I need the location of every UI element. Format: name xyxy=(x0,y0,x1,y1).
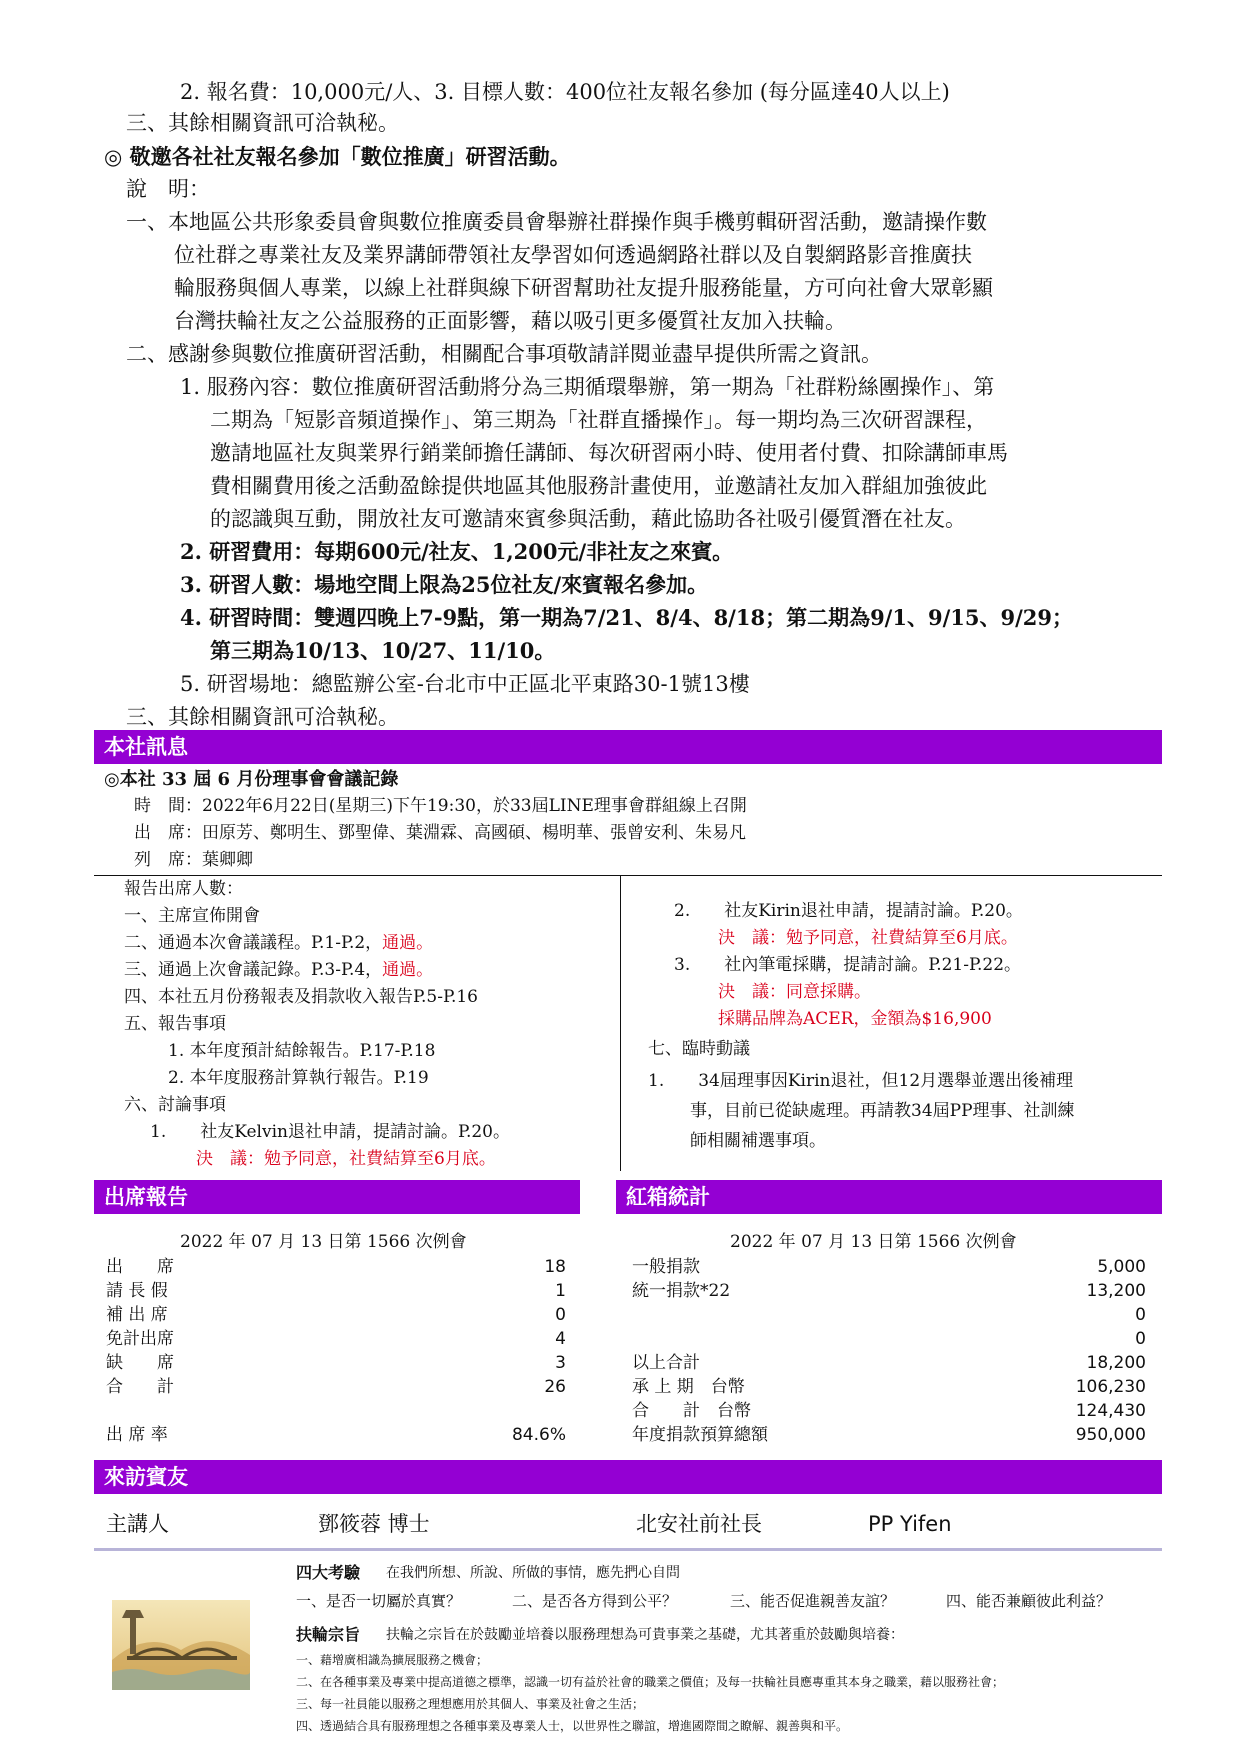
red-box-bar xyxy=(616,1180,1162,1214)
minutes-item: 報告出席人數： xyxy=(124,879,243,899)
rotary-object-subtitle: 扶輪之宗旨在於鼓勵並培養以服務理想為可貴事業之基礎，尤其著重於鼓勵與培養： xyxy=(386,1627,904,1643)
red-box-date: 2022 年 07 月 13 日第 1566 次例會 xyxy=(730,1232,1017,1252)
red-box-label: 以上合計 xyxy=(632,1353,700,1373)
footer-illustration xyxy=(112,1600,250,1690)
red-box-value: 124,430 xyxy=(1075,1401,1146,1421)
red-box-label: 承 上 期 台幣 xyxy=(632,1377,745,1397)
minutes-item: 七、臨時動議 xyxy=(648,1039,750,1059)
red-box-value: 106,230 xyxy=(1075,1377,1146,1397)
item-1-line: 邀請地區社友與業界行銷業師擔任講師、每次研習兩小時、使用者付費、扣除講師車馬 xyxy=(210,441,1008,465)
red-box-value: 950,000 xyxy=(1075,1425,1146,1445)
item-1-line: 1. 服務內容：數位推廣研習活動將分為三期循環舉辦，第一期為「社群粉絲團操作」、第 xyxy=(180,375,995,399)
club-news-bar xyxy=(94,730,1162,764)
red-box-label: 一般捐款 xyxy=(632,1257,700,1277)
attendance-bar xyxy=(94,1180,580,1214)
minutes-item: 1. 社友Kelvin退社申請，提請討論。P.20。 xyxy=(150,1122,510,1142)
item-3-capacity: 3. 研習人數：場地空間上限為25位社友/來賓報名參加。 xyxy=(180,572,709,597)
explain-label: 說 明： xyxy=(126,177,210,201)
paragraph-1-line: 輪服務與個人專業，以線上社群與線下研習幫助社友提升服務能量，方可向社會大眾彰顯 xyxy=(174,276,993,300)
red-box-label: 統一捐款*22 xyxy=(632,1281,731,1301)
minutes-item: 二、通過本次會議議程。P.1-P.2，通過。 xyxy=(124,933,434,953)
minutes-item: 五、報告事項 xyxy=(124,1014,226,1034)
minutes-item: 三、通過上次會議記錄。P.3-P.4，通過。 xyxy=(124,960,434,980)
meeting-time: 時 間：2022年6月22日(星期三)下午19:30，於33屆LINE理事會群組線上召開 xyxy=(134,796,747,816)
minutes-item: 1. 34屆理事因Kirin退社，但12月選舉並選出後補理 xyxy=(648,1071,1074,1091)
rotary-object-item: 一、藉增廣相識為擴展服務之機會； xyxy=(296,1653,489,1667)
minutes-item: 師相關補選事項。 xyxy=(690,1131,826,1151)
paragraph-2: 二、感謝參與數位推廣研習活動，相關配合事項敬請詳閱並盡早提供所需之資訊。 xyxy=(126,342,882,366)
meeting-observers: 列 席：葉卿卿 xyxy=(134,850,253,870)
attendance-date: 2022 年 07 月 13 日第 1566 次例會 xyxy=(180,1232,467,1252)
attendance-label: 出 席 xyxy=(106,1257,174,1277)
minutes-item: 3. 社內筆電採購，提請討論。P.21-P.22。 xyxy=(674,955,1022,975)
info-line-end: 三、其餘相關資訊可洽執秘。 xyxy=(126,705,399,729)
attendance-label: 缺 席 xyxy=(106,1353,174,1373)
four-way-test-title: 四大考驗 xyxy=(296,1563,361,1582)
red-box-value: 18,200 xyxy=(1086,1353,1146,1373)
minutes-divider xyxy=(94,875,1162,876)
rotary-object-item: 四、透過結合具有服務理想之各種事業及專業人士，以世界性之聯誼，增進國際間之瞭解、親善與和平。 xyxy=(296,1719,849,1733)
item-1-line: 的認識與互動，開放社友可邀請來賓參與活動，藉此協助各社吸引優質潛在社友。 xyxy=(210,507,966,531)
resolution: 決 議：同意採購。 xyxy=(718,982,871,1002)
item-1-line: 費相關費用後之活動盈餘提供地區其他服務計畫使用，並邀請社友加入群組加強彼此 xyxy=(210,474,987,498)
minutes-item: 一、主席宣佈開會 xyxy=(124,906,260,926)
attendance-rate-value: 84.6% xyxy=(511,1425,566,1445)
paragraph-1-line: 位社群之專業社友及業界講師帶領社友學習如何透過網路社群以及自製網路影音推廣扶 xyxy=(174,243,972,267)
item-4-time-cont: 第三期為10/13、10/27、11/10。 xyxy=(210,638,556,663)
attendance-label: 請 長 假 xyxy=(106,1281,168,1301)
paragraph-1-line: 台灣扶輪社友之公益服務的正面影響，藉以吸引更多優質社友加入扶輪。 xyxy=(174,309,846,333)
red-box-label: 年度捐款預算總額 xyxy=(632,1425,768,1445)
attendance-value: 1 xyxy=(555,1281,566,1301)
visitors-title: 來訪賓友 xyxy=(104,1465,188,1489)
item-1-line: 二期為「短影音頻道操作」、第三期為「社群直播操作」。每一期均為三次研習課程， xyxy=(210,408,987,432)
attendance-label: 補 出 席 xyxy=(106,1305,168,1325)
four-way-test-item: 一、是否一切屬於真實？ xyxy=(296,1592,462,1610)
resolution: 決 議：勉予同意，社費結算至6月底。 xyxy=(718,928,1018,948)
paragraph-1-line: 一、本地區公共形象委員會與數位推廣委員會舉辦社群操作與手機剪輯研習活動，邀請操作數 xyxy=(126,210,987,234)
rotary-object-item: 二、在各種事業及專業中提高道德之標準，認識一切有益於社會的職業之價值；及每一扶輪社員應專重其本身之職業，藉以服務社會； xyxy=(296,1675,1005,1689)
four-way-test-item: 四、能否兼顧彼此利益？ xyxy=(946,1592,1112,1610)
club-news-title: 本社訊息 xyxy=(104,735,188,759)
minutes-title: ◎本社 33 屆 6 月份理事會會議記錄 xyxy=(104,769,399,790)
invite-heading: ◎ 敬邀各社社友報名參加「數位推廣」研習活動。 xyxy=(104,144,571,169)
attendance-title: 出席報告 xyxy=(104,1185,188,1209)
attendance-rate-label: 出 席 率 xyxy=(106,1425,168,1445)
item-2-fee: 2. 研習費用：每期600元/社友、1,200元/非社友之來賓。 xyxy=(180,539,734,564)
attendance-label: 免計出席 xyxy=(106,1329,174,1349)
minutes-item: 四、本社五月份務報表及捐款收入報告P.5-P.16 xyxy=(124,987,478,1007)
visitor-name: 鄧筱蓉 博士 xyxy=(318,1512,430,1536)
red-box-value: 5,000 xyxy=(1097,1257,1146,1277)
visitors-bar xyxy=(94,1460,1162,1494)
four-way-test-item: 二、是否各方得到公平？ xyxy=(512,1592,678,1610)
minutes-item: 六、討論事項 xyxy=(124,1095,226,1115)
attendance-label: 合 計 xyxy=(106,1377,174,1397)
four-way-test-subtitle: 在我們所想、所說、所做的事情，應先捫心自問 xyxy=(386,1565,680,1581)
item-4-time: 4. 研習時間：雙週四晚上7-9點，第一期為7/21、8/4、8/18；第二期為9/1、9/15、9/29； xyxy=(180,605,1073,630)
red-box-value: 0 xyxy=(1135,1329,1146,1349)
meeting-attendees: 出 席：田原芳、鄭明生、鄧聖偉、葉淵霖、高國碩、楊明華、張曾安利、朱易凡 xyxy=(134,823,746,843)
four-way-test-item: 三、能否促進親善友誼？ xyxy=(730,1592,896,1610)
attendance-value: 4 xyxy=(555,1329,566,1349)
resolution: 決 議：勉予同意，社費結算至6月底。 xyxy=(196,1149,496,1169)
attendance-value: 18 xyxy=(544,1257,566,1277)
rotary-object-title: 扶輪宗旨 xyxy=(296,1625,361,1644)
rotary-object-item: 三、每一社員能以服務之理想應用於其個人、事業及社會之生活； xyxy=(296,1697,645,1711)
fee-line: 2. 報名費：10,000元/人、3. 目標人數：400位社友報名參加 (每分區達40人以上) xyxy=(180,80,950,104)
red-box-value: 0 xyxy=(1135,1305,1146,1325)
passed-mark: 通過。 xyxy=(382,933,434,953)
info-line: 三、其餘相關資訊可洽執秘。 xyxy=(126,111,399,135)
minutes-item: 事，目前已從缺處理。再請教34屆PP理事、社訓練 xyxy=(690,1101,1075,1121)
minutes-item: 1. 本年度預計結餘報告。P.17-P.18 xyxy=(168,1041,436,1061)
purchase-detail: 採購品牌為ACER，金額為$16,900 xyxy=(718,1009,992,1029)
minutes-column-divider xyxy=(620,875,621,1171)
attendance-value: 3 xyxy=(555,1353,566,1373)
visitor-org: 北安社前社長 xyxy=(636,1512,762,1536)
item-5-venue: 5. 研習場地：總監辦公室-台北市中正區北平東路30-1號13樓 xyxy=(180,672,750,696)
attendance-value: 0 xyxy=(555,1305,566,1325)
minutes-item: 2. 社友Kirin退社申請，提請討論。P.20。 xyxy=(674,901,1023,921)
passed-mark: 通過。 xyxy=(382,960,434,980)
attendance-value: 26 xyxy=(544,1377,566,1397)
minutes-item: 2. 本年度服務計算執行報告。P.19 xyxy=(168,1068,429,1088)
visitor-role: 主講人 xyxy=(106,1512,169,1536)
red-box-value: 13,200 xyxy=(1086,1281,1146,1301)
visitor-pp: PP Yifen xyxy=(868,1512,952,1536)
footer-divider xyxy=(94,1548,1162,1551)
red-box-title: 紅箱統計 xyxy=(626,1185,710,1209)
red-box-label: 合 計 台幣 xyxy=(632,1401,751,1421)
